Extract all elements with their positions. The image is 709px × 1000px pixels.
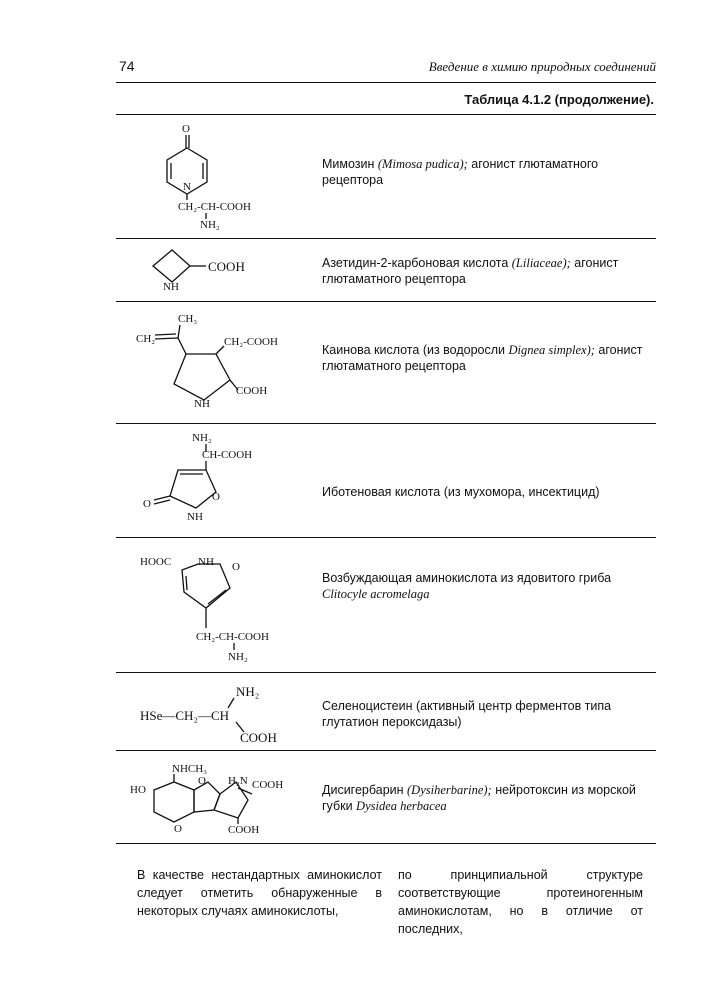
atom-label: COOH [236, 385, 268, 397]
row-description: Каинова кислота (из водоросли Dignea simplex); агонист глютаматного рецептора [322, 343, 643, 373]
atom-label: NH [187, 511, 203, 523]
atom-label: NH₂ [236, 684, 260, 699]
row-divider [116, 750, 656, 751]
atom-label: O [182, 123, 190, 135]
table-top-rule [116, 114, 656, 115]
structure-kainic-acid [130, 308, 290, 418]
row-divider [116, 238, 656, 239]
atom-label: HSe—CH₂—CH [140, 708, 230, 723]
atom-label: NH [163, 281, 179, 293]
header-rule [116, 82, 656, 83]
atom-label: CH₃ [178, 313, 198, 325]
atom-label: O [232, 561, 240, 573]
row-divider [116, 301, 656, 302]
row-divider [116, 537, 656, 538]
atom-label: O [198, 775, 206, 787]
atom-label: COOH [208, 259, 245, 274]
row-description: Возбуждающая аминокислота из ядовитого гриба Clitocyle acromelaga [322, 571, 612, 601]
table-bottom-rule [116, 843, 656, 844]
structure-ibotenic-acid [140, 428, 290, 528]
atom-label: CH₂-CH-COOH [196, 631, 269, 643]
atom-label: CH-COOH [202, 449, 253, 461]
row-divider [116, 423, 656, 424]
structure-azetidine [150, 246, 270, 296]
row-description: Иботеновая кислота (из мухомора, инсектицид) [322, 485, 600, 499]
row-description: Селеноцистеин (активный центр ферментов типа глутатион пероксидазы) [322, 699, 612, 729]
atom-label: H₂N [228, 775, 248, 787]
atom-label: COOH [228, 824, 260, 836]
atom-label: NH [194, 398, 210, 410]
row-description: Азетидин-2-карбоновая кислота (Liliaceae); агонист глютаматного рецептора [322, 256, 619, 286]
atom-label: O [143, 498, 151, 510]
atom-label: NH₂ [200, 219, 220, 231]
structure-selenocysteine [140, 680, 300, 748]
row-divider [116, 672, 656, 673]
atom-label: COOH [252, 779, 284, 791]
atom-label: NH₂ [228, 651, 248, 663]
atom-label: N [183, 181, 191, 193]
row-description: Дисигербарин (Dysiherbarine); нейротоксин из морской губки Dysidea herbacea [322, 783, 636, 813]
structure-acromelic-acid [140, 550, 290, 665]
body-text-column-2: по принципиальной структуре соответствующие протеиногенным аминокислотам, но в отличие от последних, [398, 868, 643, 936]
body-text-column-1: В качестве нестандартных аминокислот следует отметить обнаруженные в некоторых случаях аминокислоты, [137, 868, 382, 918]
table-caption: Таблица 4.1.2 (продолжение). [464, 92, 654, 107]
atom-label: O [212, 491, 220, 503]
atom-label: COOH [240, 730, 277, 745]
atom-label: CH₂ [136, 333, 156, 345]
atom-label: CH₂-COOH [224, 336, 278, 348]
atom-label: O [174, 823, 182, 835]
atom-label: NH₂ [192, 432, 212, 444]
row-description: Мимозин (Mimosa pudica); агонист глютаматного рецептора [322, 157, 599, 187]
atom-label: HOOC [140, 556, 172, 568]
atom-label: CH₂-CH-COOH [178, 201, 251, 213]
atom-label: HO [130, 784, 146, 796]
atom-label: NH [198, 556, 214, 568]
atom-label: NHCH₃ [172, 763, 208, 775]
running-title: Введение в химию природных соединений [428, 59, 656, 74]
structure-mimosine [150, 118, 270, 233]
page-number: 74 [119, 58, 135, 74]
structure-dysiherbaine [128, 760, 308, 840]
